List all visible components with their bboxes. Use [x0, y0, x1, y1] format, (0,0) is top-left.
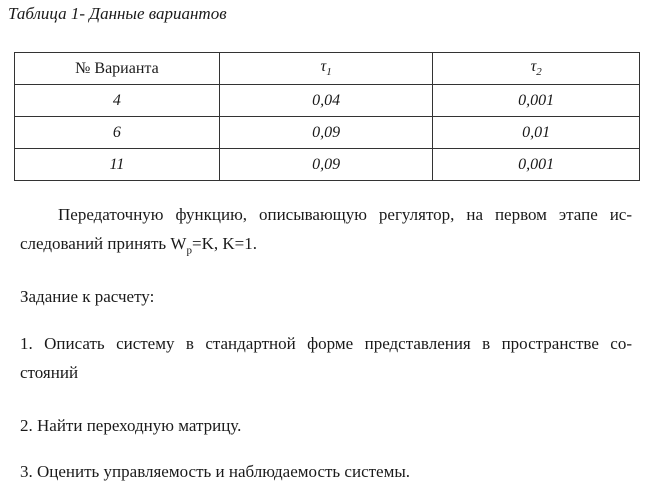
- cell-tau1: 0,04: [219, 85, 433, 117]
- task-item-2: 2. Найти переходную матрицу.: [20, 416, 242, 435]
- line2-prefix: следований принять W: [20, 234, 187, 253]
- cell-tau2: 0,001: [433, 149, 640, 181]
- table-row: [15, 149, 640, 181]
- header-variant: № Варианта: [15, 53, 220, 85]
- header-tau2: [433, 53, 640, 85]
- cell-tau2: 0,01: [433, 117, 640, 149]
- task-title: Задание к расчету:: [20, 287, 155, 306]
- header-tau2-sub: 2: [536, 66, 542, 79]
- variants-table: [14, 52, 640, 181]
- line2-suffix: =K, K=1.: [191, 234, 257, 253]
- line2-sub: p: [186, 244, 192, 257]
- table-caption: Таблица 1- Данные вариантов: [8, 4, 227, 23]
- header-tau1-sub: 1: [326, 66, 332, 79]
- cell-tau1: 0,09: [219, 117, 433, 149]
- table-row: [15, 85, 640, 117]
- cell-variant: 4: [15, 85, 220, 117]
- task-item-1: [20, 329, 632, 387]
- header-tau1: [219, 53, 433, 85]
- cell-tau1: 0,09: [219, 149, 433, 181]
- regulator-paragraph: [20, 200, 632, 265]
- header-tau1-symbol: τ: [320, 58, 327, 76]
- cell-variant: 6: [15, 117, 220, 149]
- header-tau2-symbol: τ: [530, 58, 537, 76]
- regulator-paragraph-line1: Передаточную функцию, описывающую регулятор, на первом этапе ис-: [58, 205, 632, 224]
- table-row: [15, 117, 640, 149]
- cell-tau2: 0,001: [433, 85, 640, 117]
- table-header-row: [15, 53, 640, 85]
- regulator-paragraph-line2: [20, 229, 632, 265]
- task-item-1-line1: 1. Описать систему в стандартной форме представления в пространстве со-: [20, 334, 632, 353]
- task-item-1-line2: стояний: [20, 363, 79, 382]
- cell-variant: 11: [15, 149, 220, 181]
- task-item-3: 3. Оценить управляемость и наблюдаемость системы.: [20, 462, 411, 481]
